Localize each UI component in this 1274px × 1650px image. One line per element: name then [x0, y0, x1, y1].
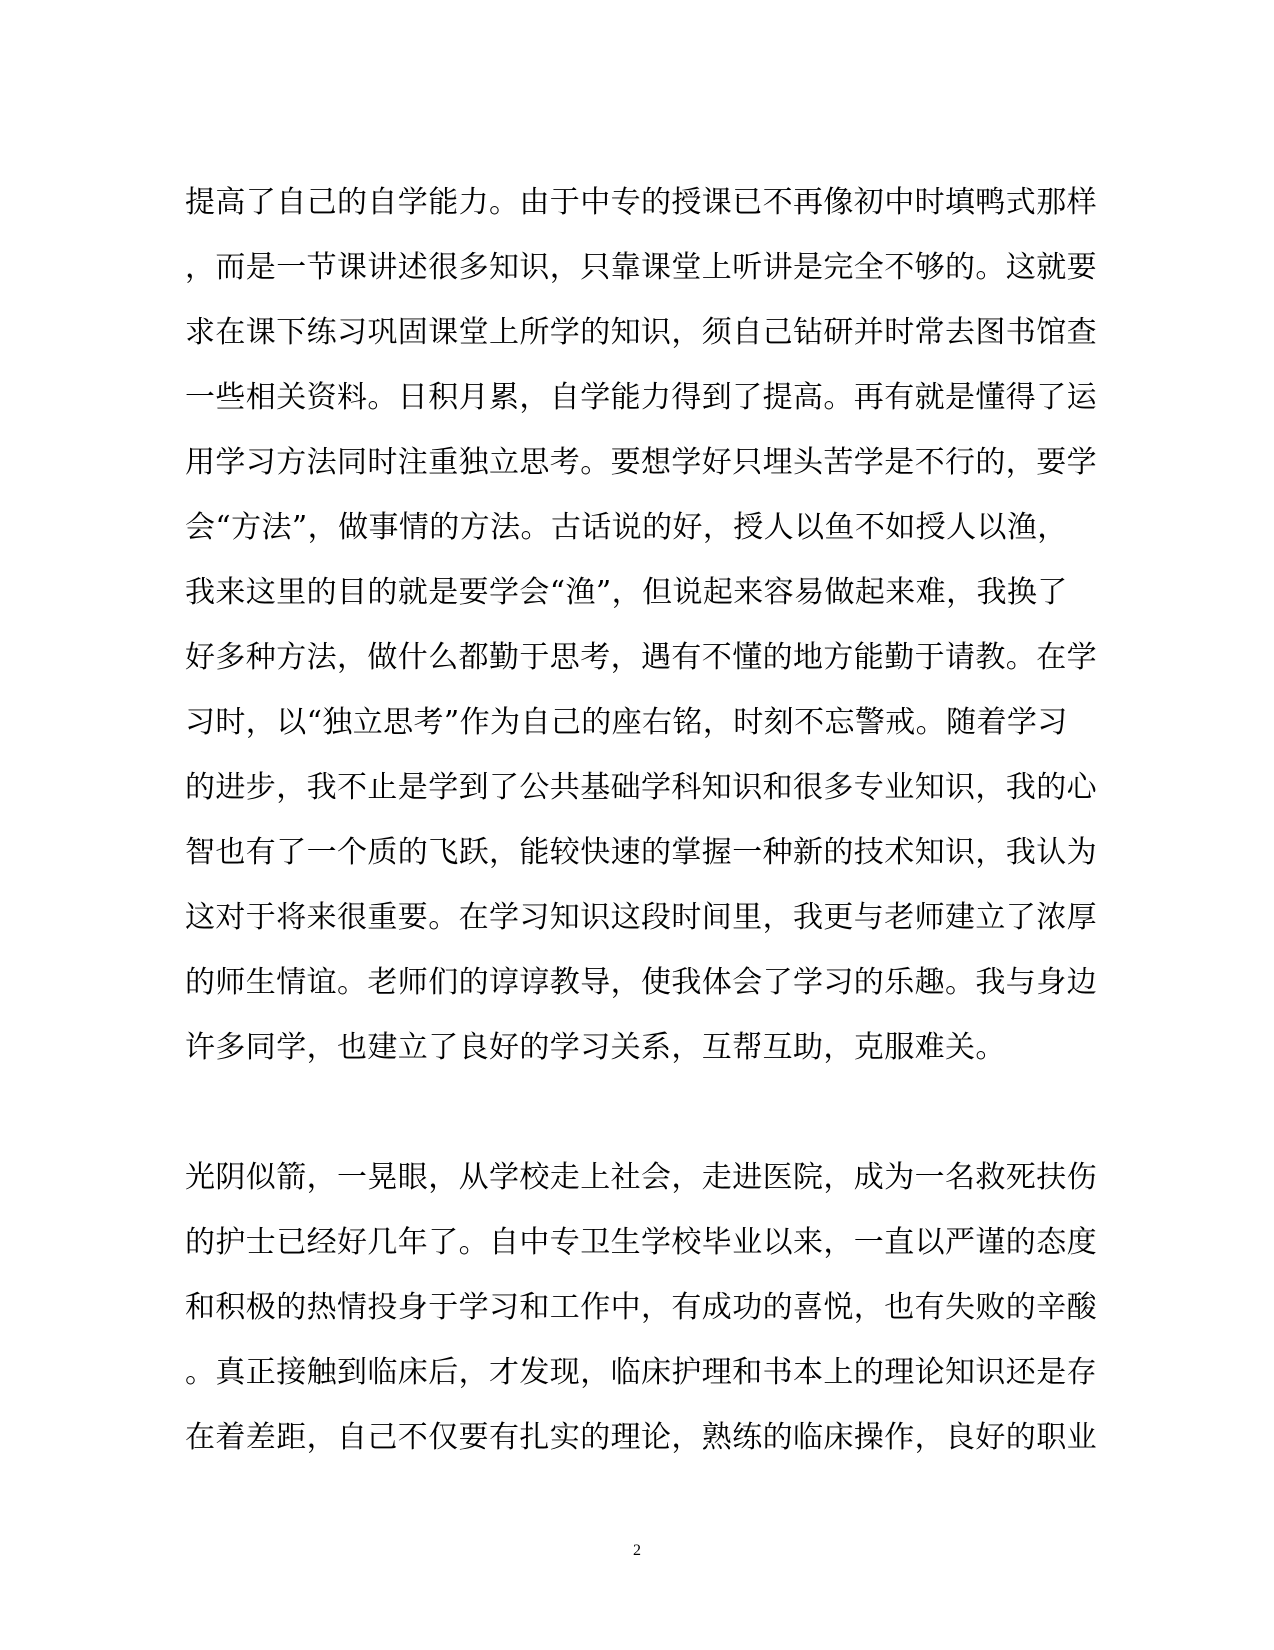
paragraph-self-study: [185, 170, 1097, 1080]
text-line: 。真正接触到临床后，才发现，临床护理和书本上的理论知识还是存: [185, 1355, 1097, 1390]
text-line: 习时，以“独立思考”作为自己的座右铭，时刻不忘警戒。随着学习: [185, 705, 1068, 740]
paragraph-nursing-career: [185, 1145, 1097, 1470]
text-line: 的护士已经好几年了。自中专卫生学校毕业以来，一直以严谨的态度: [185, 1225, 1097, 1260]
text-line: 和积极的热情投身于学习和工作中，有成功的喜悦，也有失败的辛酸: [185, 1290, 1097, 1325]
text-line: 光阴似箭，一晃眼，从学校走上社会，走进医院，成为一名救死扶伤: [185, 1160, 1097, 1195]
text-line: 用学习方法同时注重独立思考。要想学好只埋头苦学是不行的，要学: [185, 445, 1097, 480]
text-line: 求在课下练习巩固课堂上所学的知识，须自己钻研并时常去图书馆查: [185, 315, 1097, 350]
text-line: 智也有了一个质的飞跃，能较快速的掌握一种新的技术知识，我认为: [185, 835, 1097, 870]
text-line: 这对于将来很重要。在学习知识这段时间里，我更与老师建立了浓厚: [185, 900, 1097, 935]
text-line: ，而是一节课讲述很多知识，只靠课堂上听讲是完全不够的。这就要: [185, 250, 1097, 285]
text-line: 好多种方法，做什么都勤于思考，遇有不懂的地方能勤于请教。在学: [185, 640, 1097, 675]
page-number: 2: [633, 1542, 641, 1559]
text-line: 提高了自己的自学能力。由于中专的授课已不再像初中时填鸭式那样: [185, 185, 1097, 220]
text-line: 会“方法”，做事情的方法。古话说的好，授人以鱼不如授人以渔，: [185, 510, 1068, 545]
text-line: 在着差距，自己不仅要有扎实的理论，熟练的临床操作，良好的职业: [185, 1420, 1097, 1455]
text-line: 的进步，我不止是学到了公共基础学科知识和很多专业知识，我的心: [185, 770, 1097, 805]
text-line: 的师生情谊。老师们的谆谆教导，使我体会了学习的乐趣。我与身边: [185, 965, 1097, 1000]
text-line: 一些相关资料。日积月累，自学能力得到了提高。再有就是懂得了运: [185, 380, 1097, 415]
text-line: 我来这里的目的就是要学会“渔”，但说起来容易做起来难，我换了: [185, 575, 1068, 610]
text-line: 许多同学，也建立了良好的学习关系，互帮互助，克服难关。: [185, 1030, 1006, 1065]
